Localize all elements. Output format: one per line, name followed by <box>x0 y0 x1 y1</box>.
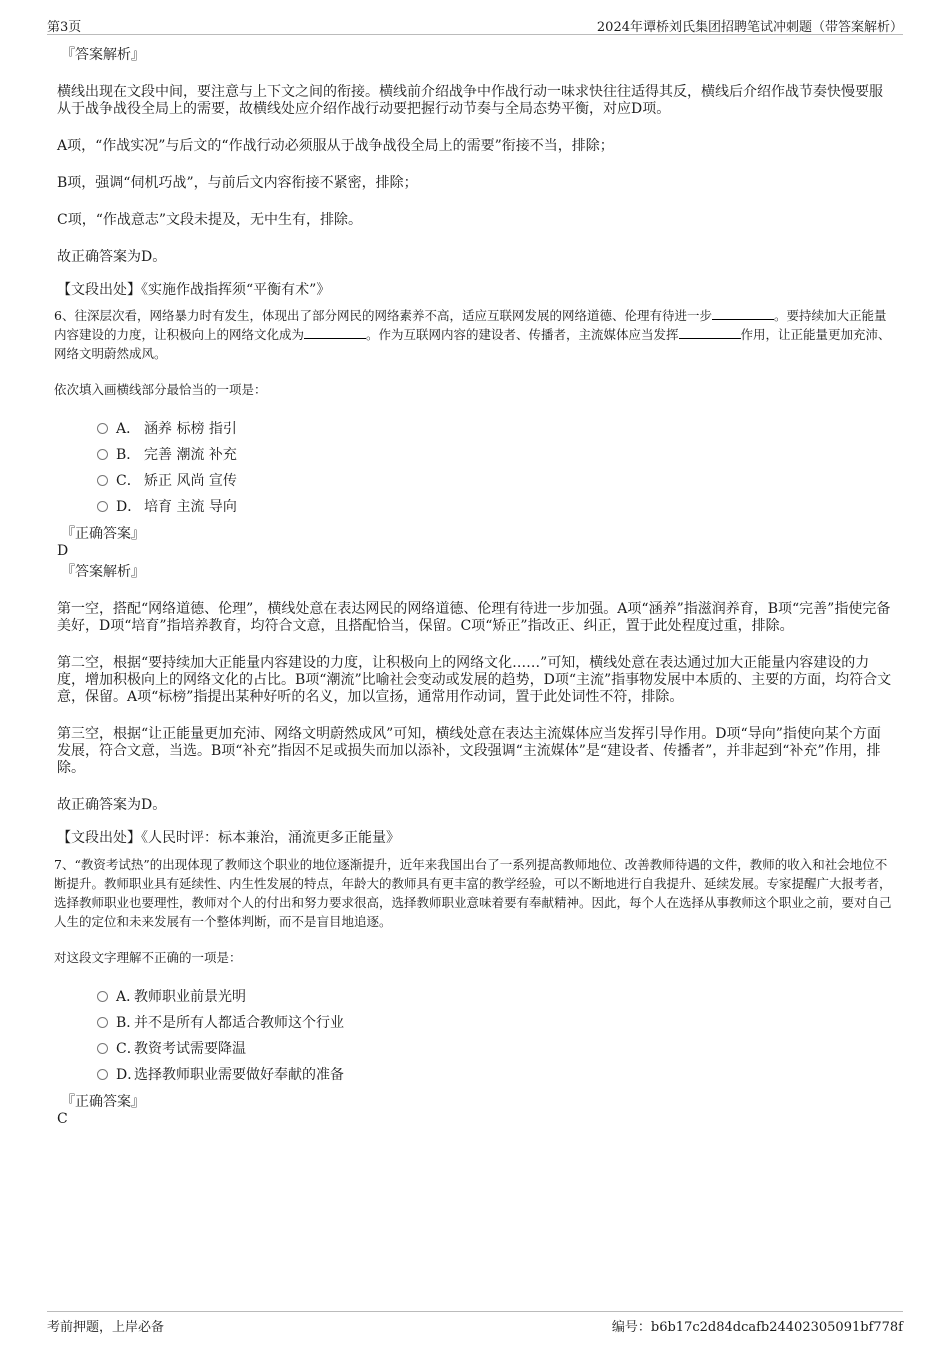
analysis-label: 『答案解析』 <box>61 47 145 63</box>
page-number: 第3页 <box>47 20 82 35</box>
analysis-paragraph: 第二空，根据“要持续加大正能量内容建设的力度，让积极向上的网络文化……”可知，横线处意在表达通过加大正能量内容建设的力度，增加积极向上的网络文化的占比。B项“潮流”比喻社会变动或发展的趋势，D项“主流”指事物发展中本质的、主要的方面，均符合文意，保留。A项“标榜”指提出某种好听的名义，加以宣扬，通常用作动词，置于此处词性不符，排除。 <box>57 655 892 705</box>
analysis-paragraph: 横线出现在文段中间，要注意与上下文之间的衔接。横线前介绍战争中作战行动一味求快往往适得其反，横线后介绍作战节奏快慢要服从于战争战役全局上的需要，故横线处应介绍作战行动要把握行动节奏与全局态势平衡，对应D项。 <box>57 84 883 117</box>
option-b[interactable]: B． 完善 潮流 补充 <box>97 442 893 468</box>
radio-icon[interactable] <box>97 501 108 512</box>
question-6-options <box>97 416 893 520</box>
page-footer <box>47 1311 903 1336</box>
analysis-paragraph: 第三空，根据“让正能量更加充沛、网络文明蔚然成风”可知，横线处意在表达主流媒体应当发挥引导作用。D项“导向”指使向某个方面发展，符合文意，当选。B项“补充”指因不足或损失而加以添补，文段强调“主流媒体”是“建设者、传播者”，并非起到“补充”作用，排除。 <box>57 726 881 776</box>
footer-slogan: 考前押题，上岸必备 <box>47 1320 165 1335</box>
blank-2 <box>304 326 366 339</box>
radio-icon[interactable] <box>97 475 108 486</box>
blank-1 <box>712 307 774 320</box>
radio-icon[interactable] <box>97 1017 108 1028</box>
radio-icon[interactable] <box>97 1069 108 1080</box>
option-d[interactable]: D．选择教师职业需要做好奉献的准备 <box>97 1062 893 1088</box>
document-id: 编号：b6b17c2d84dcafb24402305091bf778f <box>611 1320 903 1335</box>
option-b[interactable]: B．并不是所有人都适合教师这个行业 <box>97 1010 893 1036</box>
option-c[interactable]: C．教资考试需要降温 <box>97 1036 893 1062</box>
source-citation: 【文段出处】《人民时评：标本兼治，涌流更多正能量》 <box>57 830 400 846</box>
analysis-paragraph: C项，“作战意志”文段未提及，无中生有，排除。 <box>57 212 363 228</box>
option-a[interactable]: A． 涵养 标榜 指引 <box>97 416 893 442</box>
analysis-paragraph: A项，“作战实况”与后文的“作战行动必须服从于战争战役全局上的需要”衔接不当，排除； <box>57 138 614 154</box>
option-d[interactable]: D． 培育 主流 导向 <box>97 494 893 520</box>
correct-answer: C <box>57 1111 68 1127</box>
question-7-options <box>97 984 893 1088</box>
page-content <box>54 47 893 1128</box>
question-6-stem: 6、往深层次看，网络暴力时有发生，体现出了部分网民的网络素养不高，适应互联网发展的网络道德、伦理有待进一步 。要持续加大正能量内容建设的力度，让积极向上的网络文化成为 。作为互联网内容的建设者、传播者，主流媒体应当发挥 作用，让正能量更加充沛、网络文明蔚然成风。 <box>54 308 891 361</box>
correct-answer-label: 『正确答案』 <box>61 1094 145 1110</box>
correct-answer: D <box>57 543 69 559</box>
analysis-paragraph: 第一空，搭配“网络道德、伦理”，横线处意在表达网民的网络道德、伦理有待进一步加强。A项“涵养”指滋润养育，B项“完善”指使完备美好，D项“培育”指培养教育，均符合文意，且搭配恰当，保留。C项“矫正”指改正、纠正，置于此处程度过重，排除。 <box>57 601 891 634</box>
radio-icon[interactable] <box>97 449 108 460</box>
blank-3 <box>679 326 741 339</box>
analysis-paragraph: B项，强调“伺机巧战”，与前后文内容衔接不紧密，排除； <box>57 175 418 191</box>
analysis-label: 『答案解析』 <box>61 564 145 580</box>
document-title: 2024年谭桥刘氏集团招聘笔试冲刺题（带答案解析） <box>596 20 903 35</box>
question-7-prompt: 对这段文字理解不正确的一项是： <box>54 950 242 965</box>
analysis-conclusion: 故正确答案为D。 <box>57 797 167 813</box>
question-7-stem: 7、“教资考试热”的出现体现了教师这个职业的地位逐渐提升，近年来我国出台了一系列提高教师地位、改善教师待遇的文件，教师的收入和社会地位不断提升。教师职业具有延续性、内生性发展的特点，年龄大的教师具有更丰富的教学经验，可以不断地进行自我提升、延续发展。专家提醒广大报考者，选择教师职业也要理性，教师对个人的付出和努力要求很高，选择教师职业意味着要有奉献精神。因此，每个人在选择从事教师这个职业之前，要对自己人生的定位和未来发展有一个整体判断，而不是盲目地追逐。 <box>54 857 892 929</box>
radio-icon[interactable] <box>97 423 108 434</box>
option-a[interactable]: A．教师职业前景光明 <box>97 984 893 1010</box>
source-citation: 【文段出处】《实施作战指挥须“平衡有术”》 <box>57 282 331 298</box>
option-c[interactable]: C． 矫正 风尚 宣传 <box>97 468 893 494</box>
radio-icon[interactable] <box>97 1043 108 1054</box>
analysis-conclusion: 故正确答案为D。 <box>57 249 167 265</box>
page-header <box>47 14 903 35</box>
question-6-prompt: 依次填入画横线部分最恰当的一项是： <box>54 382 267 397</box>
correct-answer-label: 『正确答案』 <box>61 526 145 542</box>
radio-icon[interactable] <box>97 991 108 1002</box>
